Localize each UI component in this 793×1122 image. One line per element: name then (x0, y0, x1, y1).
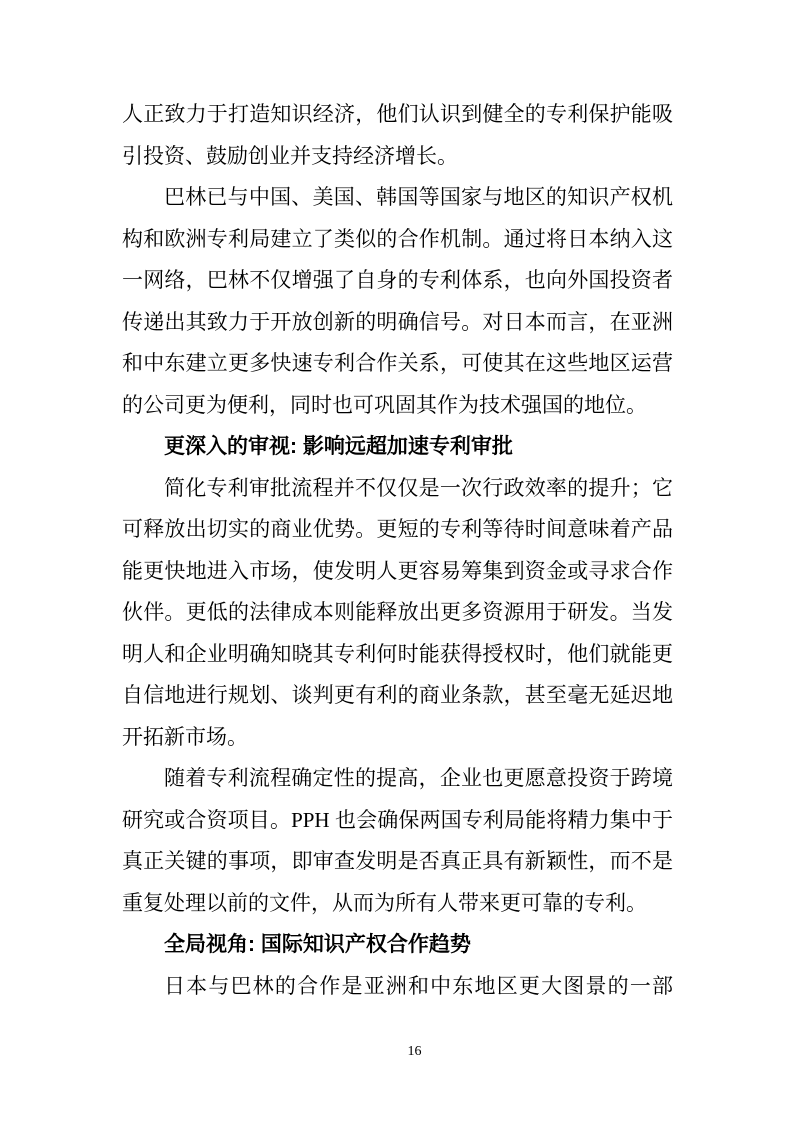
body-paragraph: 日本与巴林的合作是亚洲和中东地区更大图景的一部 (164, 973, 673, 998)
body-paragraph: 巴林已与中国、美国、韩国等国家与地区的知识产权机构和欧洲专利局建立了类似的合作机制。通过将日本纳入这一网络，巴林不仅增强了自身的专利体系，也向外国投资者传递出其致力于开放创新的明确信号。对日本而言，在亚洲和中东建立更多快速专利合作关系，可使其在这些地区运营的公司更为便利，同时也可巩固其作为技术强国的地位。 (122, 185, 673, 417)
page-footer (18, 1044, 793, 1060)
body-paragraph: 简化专利审批流程并不仅仅是一次行政效率的提升；它可释放出切实的商业优势。更短的专利等待时间意味着产品能更快地进入市场，使发明人更容易筹集到资金或寻求合作伙伴。更低的法律成本则能释放出更多资源用于研发。当发明人和企业明确知晓其专利何时能获得授权时，他们就能更自信地进行规划、谈判更有利的商业条款，甚至毫无延迟地开拓新市场。 (122, 475, 673, 749)
section-heading: 更深入的审视: 影响远超加速专利审批 (164, 435, 513, 458)
page-number: 16 (407, 1044, 422, 1059)
section-heading: 全局视角: 国际知识产权合作趋势 (164, 933, 471, 956)
body-paragraph: 人正致力于打造知识经济，他们认识到健全的专利保护能吸引投资、鼓励创业并支持经济增长。 (122, 102, 673, 168)
document-body (122, 94, 673, 1007)
body-paragraph: 随着专利流程确定性的提高，企业也更愿意投资于跨境研究或合资项目。PPH 也会确保两国专利局能将精力集中于真正关键的事项，即审查发明是否真正具有新颖性，而不是重复处理以前的文件，从而为所有人带来更可靠的专利。 (122, 766, 673, 915)
